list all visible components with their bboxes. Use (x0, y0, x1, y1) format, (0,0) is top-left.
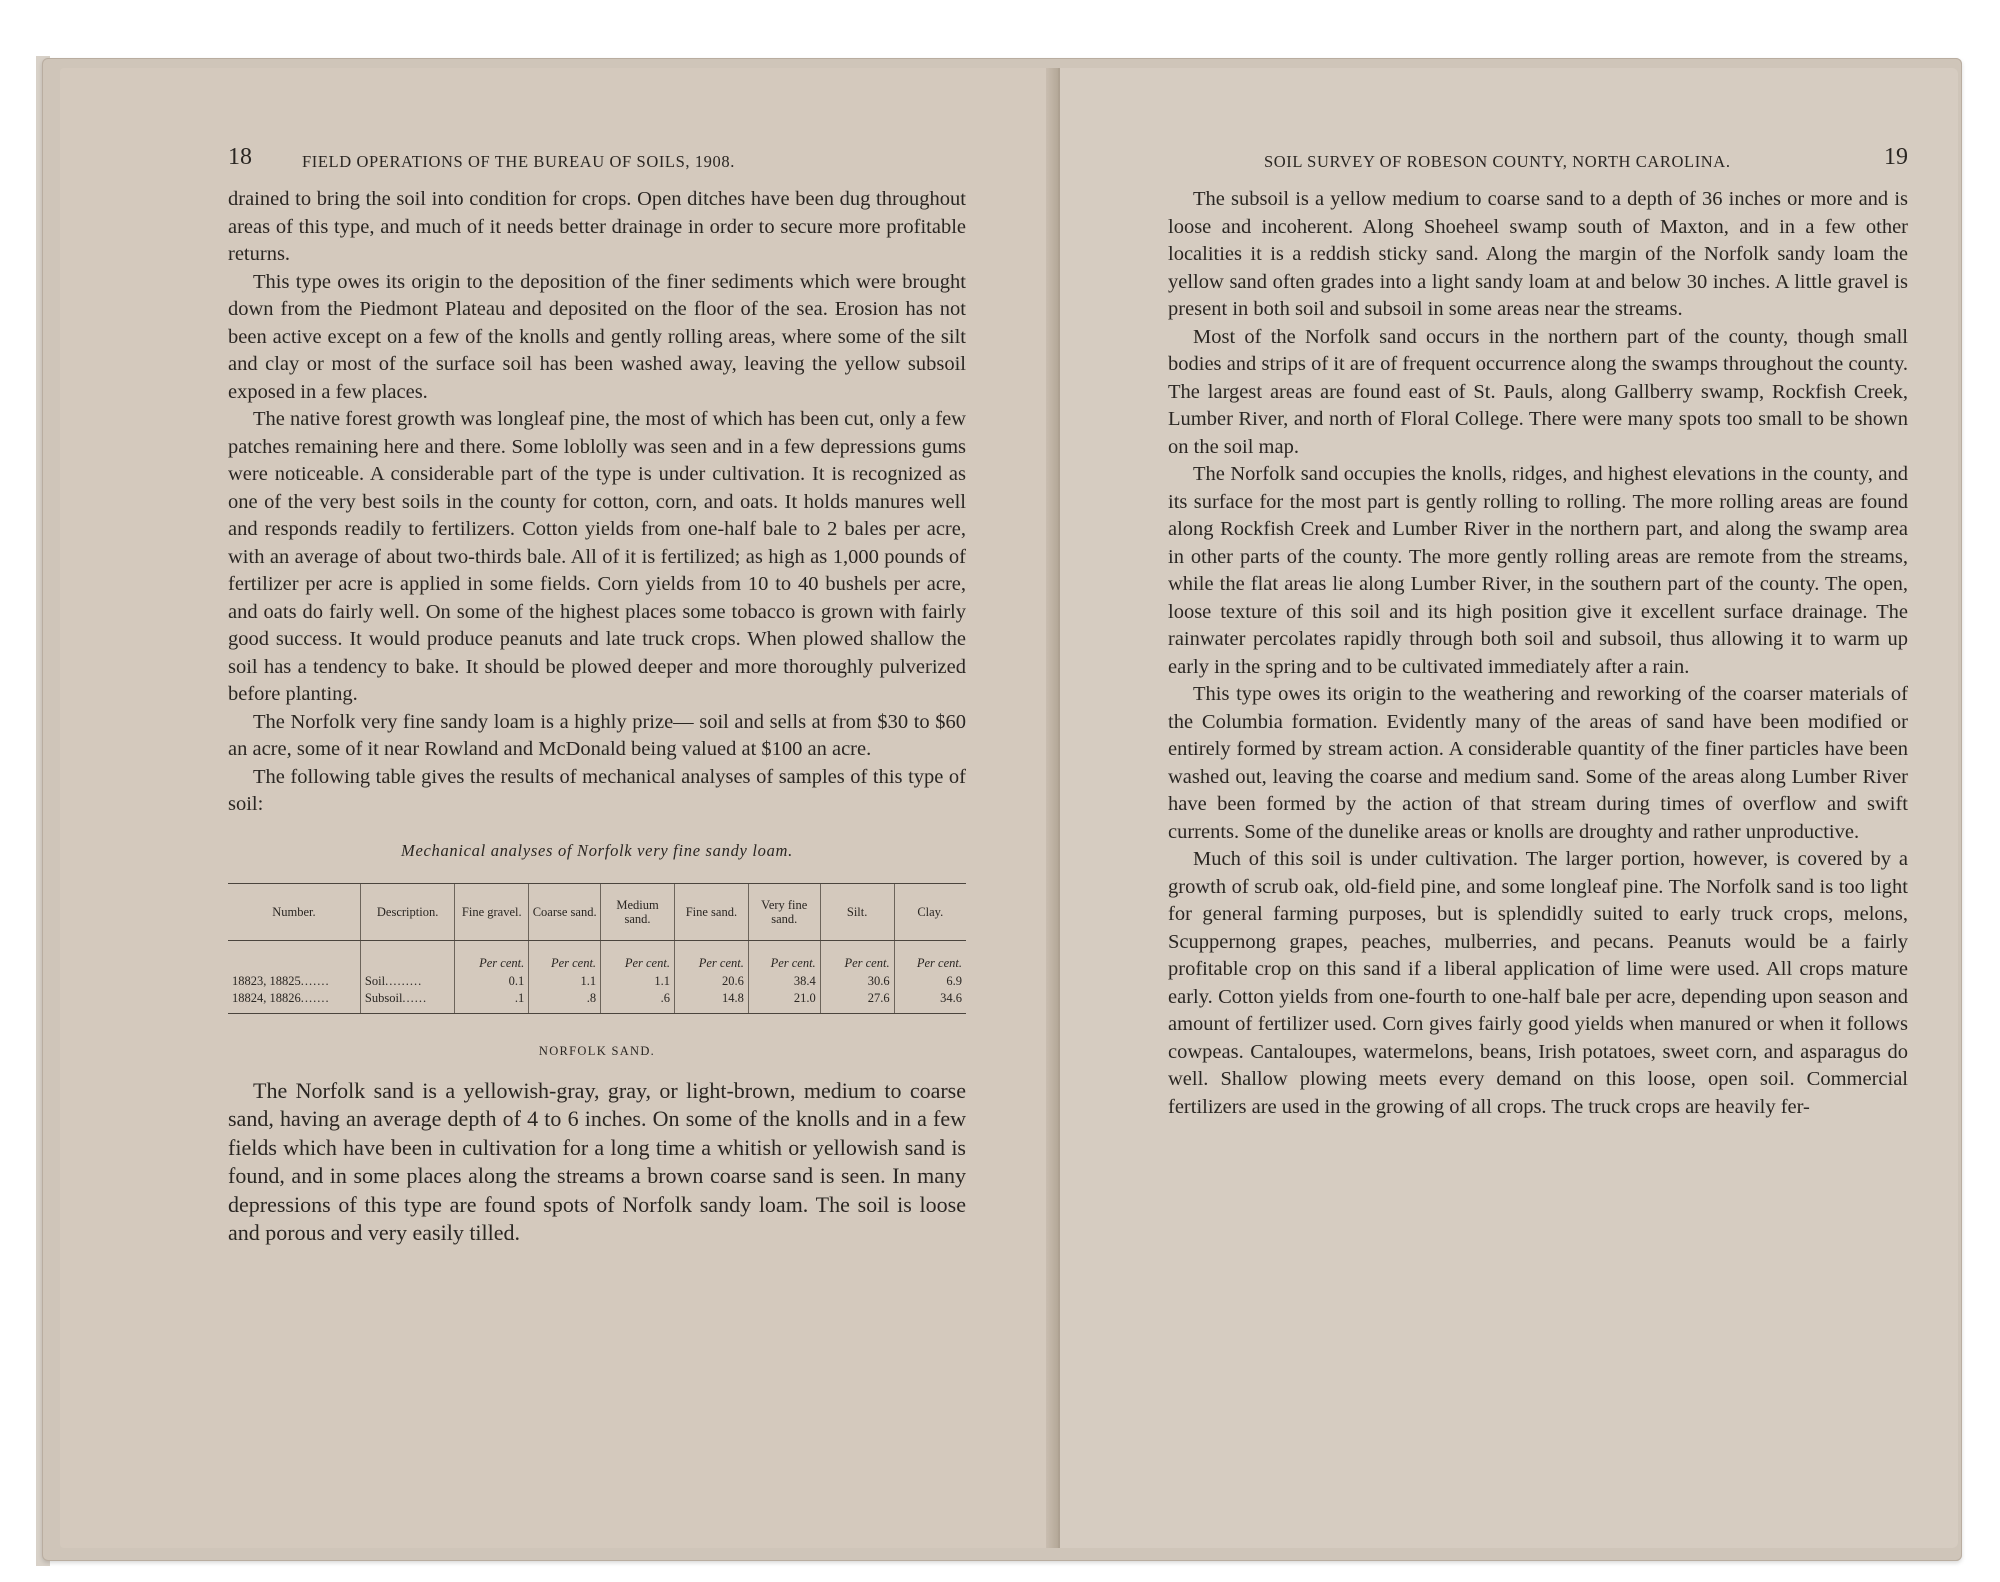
paragraph: The Norfolk sand occupies the knolls, ridges, and highest elevations in the county, and its surface for the most part is gently rolling to rolling. The more rolling areas are found along Rockfish Creek and Lumber River in the northern part, and along the swamp area in other parts of the county. The more gently rolling areas are remote from the streams, while the flat areas lie along Lumber River, in the southern part of the county. The open, loose texture of this soil and its high position give it excellent surface drainage. The rainwater percolates rapidly through both soil and subsoil, thus allowing it to warm up early in the spring and to be cultivated immediately after a rain. (1168, 463, 1908, 678)
sample-description: Soil (364, 973, 386, 988)
sample-number-cell (228, 973, 360, 990)
unit-cell: Per cent. (455, 940, 529, 973)
paragraph: The Norfolk very fine sandy loam is a highly prize— soil and sells at from $30 to $60 an acre, some of it near Rowland and McDonald being valued at $100 an acre. (228, 710, 966, 760)
running-head (1168, 146, 1908, 186)
column-header: Fine gravel. (455, 883, 529, 940)
empty-cell (228, 940, 360, 973)
description-cell (360, 990, 454, 1014)
value-cell: 30.6 (820, 973, 894, 990)
section-heading: NORFOLK SAND. (538, 1043, 656, 1058)
value-cell: 1.1 (601, 973, 675, 990)
page-number: 19 (1884, 144, 1908, 170)
leader-dots: ....... (300, 990, 330, 1005)
value-cell: .8 (529, 990, 601, 1014)
leader-dots: ...... (402, 990, 428, 1005)
empty-cell (360, 940, 454, 973)
paragraph: This type owes its origin to the weathering and reworking of the coarser materials of the Columbia formation. Evidently many of the areas of sand have been modified or entirely formed by stream action. A considerable quantity of the finer particles have been washed out, leaving the coarse and medium sand. Some of the areas along Lumber River have been formed by the action of that stream during times of overflow and swift currents. Some of the dunelike areas or knolls are droughty and rather unproductive. (1168, 683, 1908, 843)
mechanical-analyses-table (228, 883, 966, 1014)
column-header: Very fine sand. (748, 883, 820, 940)
unit-cell: Per cent. (529, 940, 601, 973)
column-header: Description. (360, 883, 454, 940)
unit-cell: Per cent. (894, 940, 966, 973)
right-text-column (1168, 146, 1908, 1121)
paragraph: Much of this soil is under cultivation. The larger portion, however, is covered by a growth of scrub oak, old-field pine, and some longleaf pine. The Norfolk sand is too light for general farming purposes, but is splendidly suited to early truck crops, melons, Scuppernong grapes, peaches, mulberries, and pecans. Peanuts would be a fairly profitable crop on this sand if a liberal application of lime were used. All crops mature early. Cotton yields from one-fourth to one-half bale per acre, depending upon season and amount of fertilizer used. Corn gives fairly good yields when manured or when it follows cowpeas. Cantaloupes, watermelons, beans, Irish potatoes, sweet corn, and asparagus do well. Shallow plowing meets every demand on this loose, open soil. Commercial fertilizers are used in the growing of all crops. The truck crops are heavily fer- (1168, 848, 1908, 1118)
paragraph: This type owes its origin to the deposition of the finer sediments which were brought down from the Piedmont Plateau and deposited on the floor of the sea. Erosion has not been active except on a few of the knolls and gently rolling areas, where some of the silt and clay or most of the surface soil has been washed away, leaving the yellow subsoil exposed in a few places. (228, 270, 966, 403)
value-cell: .1 (455, 990, 529, 1014)
left-page (60, 68, 1054, 1548)
open-book (42, 58, 1962, 1561)
paragraph: The native forest growth was longleaf pine, the most of which has been cut, only a few patches remaining here and there. Some loblolly was seen and in a few depressions gums were noticeable. A considerable part of the type is under cultivation. It is recognized as one of the very best soils in the county for cotton, corn, and oats. It holds manures well and responds readily to fertilizers. Cotton yields from one-half bale to 2 bales per acre, with an average of about two-thirds bale. All of it is fertilized; as high as 1,000 pounds of fertilizer per acre is applied in some fields. Corn yields from 10 to 40 bushels per acre, and oats do fairly well. On some of the highest places some tobacco is grown with fairly good success. It would produce peanuts and late truck crops. When plowed shallow the soil has a tendency to bake. It should be plowed deeper and more thoroughly pulverized before planting. (228, 408, 966, 705)
value-cell: 38.4 (748, 973, 820, 990)
paragraph: The following table gives the results of mechanical analyses of samples of this type of soil: (228, 765, 966, 815)
value-cell: 21.0 (748, 990, 820, 1014)
unit-cell: Per cent. (820, 940, 894, 973)
running-head (228, 146, 966, 186)
column-header: Number. (228, 883, 360, 940)
page-number: 18 (228, 144, 252, 170)
unit-cell: Per cent. (601, 940, 675, 973)
sample-description: Subsoil (364, 990, 403, 1005)
table-row (228, 973, 966, 990)
unit-cell: Per cent. (748, 940, 820, 973)
unit-row (228, 940, 966, 973)
right-page (1060, 68, 1958, 1548)
leader-dots: ......... (385, 973, 423, 988)
running-title: SOIL SURVEY OF ROBESON COUNTY, NORTH CAROLINA. (1264, 152, 1731, 171)
sample-number: 18823, 18825 (232, 973, 301, 988)
value-cell: 0.1 (455, 973, 529, 990)
leader-dots: ....... (300, 973, 330, 988)
table-row (228, 990, 966, 1014)
value-cell: 34.6 (894, 990, 966, 1014)
unit-cell: Per cent. (674, 940, 748, 973)
column-header: Clay. (894, 883, 966, 940)
sample-number: 18824, 18826 (232, 990, 301, 1005)
value-cell: 1.1 (529, 973, 601, 990)
paragraph: The subsoil is a yellow medium to coarse sand to a depth of 36 inches or more and is loose and incoherent. Along Shoeheel swamp south of Maxton, and in a few other localities it is a reddish sticky sand. Along the margin of the Norfolk sandy loam the yellow sand often grades into a light sandy loam at and below 30 inches. A little gravel is present in both soil and subsoil in some areas near the streams. (1168, 188, 1908, 320)
paragraph: Most of the Norfolk sand occurs in the northern part of the county, though small bodies and strips of it are of frequent occurrence along the swamps throughout the county. The largest areas are found east of St. Pauls, along Gallberry swamp, Rockfish Creek, Lumber River, and north of Floral College. There were many spots too small to be shown on the soil map. (1168, 325, 1908, 458)
paragraph: drained to bring the soil into condition for crops. Open ditches have been dug throughout areas of this type, and much of it needs better drainage in order to secure more profitable returns. (228, 188, 966, 265)
description-cell (360, 973, 454, 990)
paragraph: The Norfolk sand is a yellowish-gray, gray, or light-brown, medium to coarse sand, having an average depth of 4 to 6 inches. On some of the knolls and in a few fields which have been in cultivation for a long time a whitish or yellowish sand is found, and in some places along the streams a brown coarse sand is seen. In many depressions of this type are found spots of Norfolk sandy loam. The soil is loose and porous and very easily tilled. (228, 1077, 966, 1245)
value-cell: 6.9 (894, 973, 966, 990)
table-header-row (228, 883, 966, 940)
column-header: Coarse sand. (529, 883, 601, 940)
column-header: Silt. (820, 883, 894, 940)
sample-number-cell (228, 990, 360, 1014)
value-cell: 14.8 (674, 990, 748, 1014)
left-text-column (228, 146, 966, 1248)
column-header: Medium sand. (601, 883, 675, 940)
value-cell: .6 (601, 990, 675, 1014)
table-caption: Mechanical analyses of Norfolk very fine sandy loam. (401, 840, 793, 860)
value-cell: 27.6 (820, 990, 894, 1014)
value-cell: 20.6 (674, 973, 748, 990)
column-header: Fine sand. (674, 883, 748, 940)
running-title: FIELD OPERATIONS OF THE BUREAU OF SOILS, 1908. (302, 152, 735, 171)
